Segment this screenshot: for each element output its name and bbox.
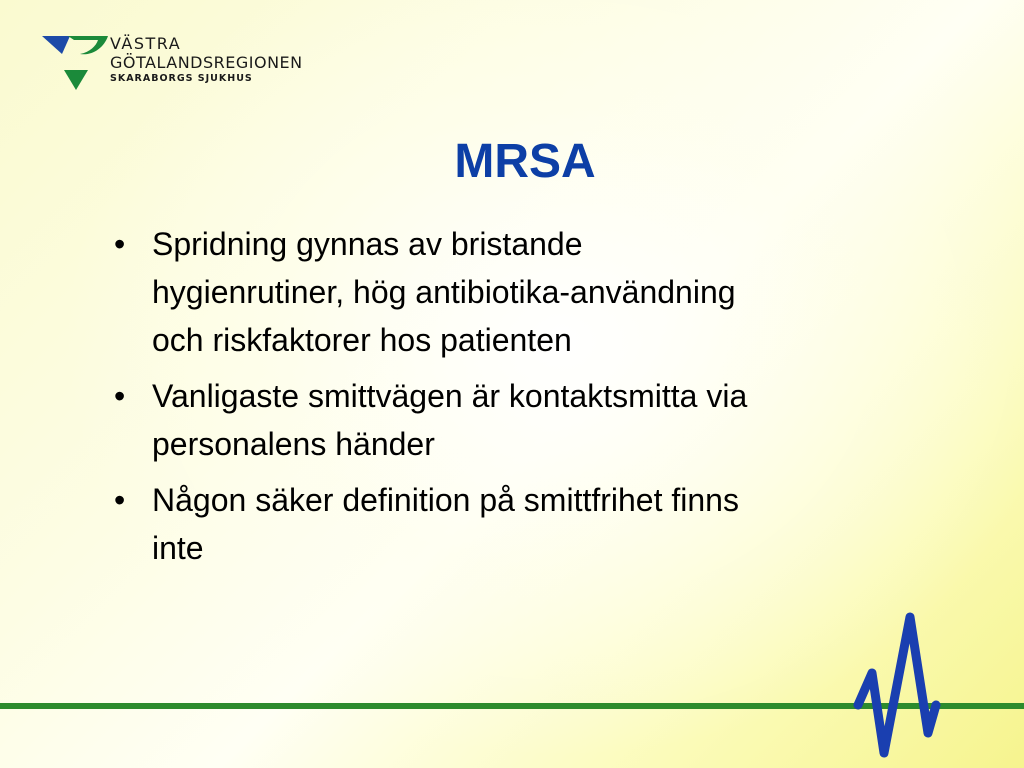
bullet-line: och riskfaktorer hos patienten <box>152 322 572 358</box>
region-emblem-icon <box>40 32 110 96</box>
bullet-list <box>110 220 910 580</box>
slide-title: MRSA <box>454 135 596 188</box>
bullet-line: inte <box>152 530 204 566</box>
logo-text <box>110 34 303 86</box>
bullet-item <box>110 476 910 572</box>
heartbeat-pulse-icon <box>850 605 960 765</box>
logo-line-vastra: VÄSTRA <box>110 34 182 53</box>
logo-line-skaraborgs-sjukhus: SKARABORGS SJUKHUS <box>110 73 253 84</box>
vastra-gotalandsregionen-logo <box>40 32 340 96</box>
bullet-item <box>110 372 910 468</box>
bullet-line: hygienrutiner, hög antibiotika-användning <box>152 274 736 310</box>
bullet-marker: • <box>114 482 126 518</box>
logo-line-gotalandsregionen: GÖTALANDSREGIONEN <box>110 53 303 72</box>
bullet-line: Vanligaste smittvägen är kontaktsmitta via <box>152 378 748 414</box>
bullet-line: Någon säker definition på smittfrihet finns <box>152 482 739 518</box>
bullet-marker: • <box>114 378 126 414</box>
bullet-line: personalens händer <box>152 426 435 462</box>
bullet-marker: • <box>114 226 126 262</box>
bullet-line: Spridning gynnas av bristande <box>152 226 583 262</box>
bullet-item <box>110 220 910 364</box>
